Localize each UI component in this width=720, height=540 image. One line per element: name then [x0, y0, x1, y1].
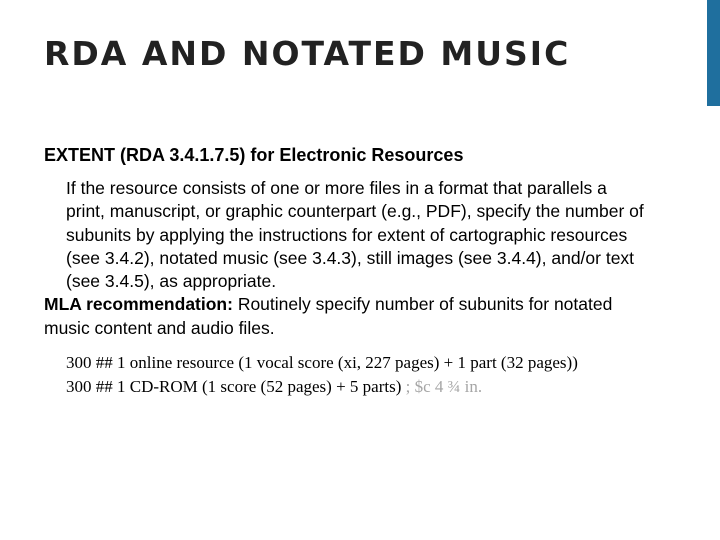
example-muted-suffix: ; $c 4 ¾ in. [401, 376, 483, 396]
mla-label: MLA recommendation: [44, 294, 233, 315]
section-heading: EXTENT (RDA 3.4.1.7.5) for Electronic Resources [44, 145, 464, 165]
example-main: 300 ## 1 online resource (1 vocal score (xi, 227 pages) + 1 part (32 pages)) [66, 353, 578, 373]
example-line-1 [66, 351, 626, 375]
slide-title: RDA AND NOTATED MUSIC [44, 34, 571, 73]
example-list [44, 351, 644, 398]
mla-recommendation [44, 293, 644, 340]
accent-bar [707, 0, 720, 106]
mla-text: Routinely specify number of subunits for notated music content and audio files. [44, 294, 613, 338]
example-line-2 [66, 375, 626, 399]
instruction-text: If the resource consists of one or more files in a format that parallels a print, manuscript, or graphic counterpart (e.g., PDF), specify the number of subunits by applying the instructions for extent of cartographic resources (see 3.4.2), notated music (see 3.4.3), still images (see 3.4.4), and/or text (see 3.4.5), as appropriate. [66, 178, 644, 292]
slide-content [44, 143, 644, 398]
example-main: 300 ## 1 CD-ROM (1 score (52 pages) + 5 parts) [66, 376, 402, 396]
